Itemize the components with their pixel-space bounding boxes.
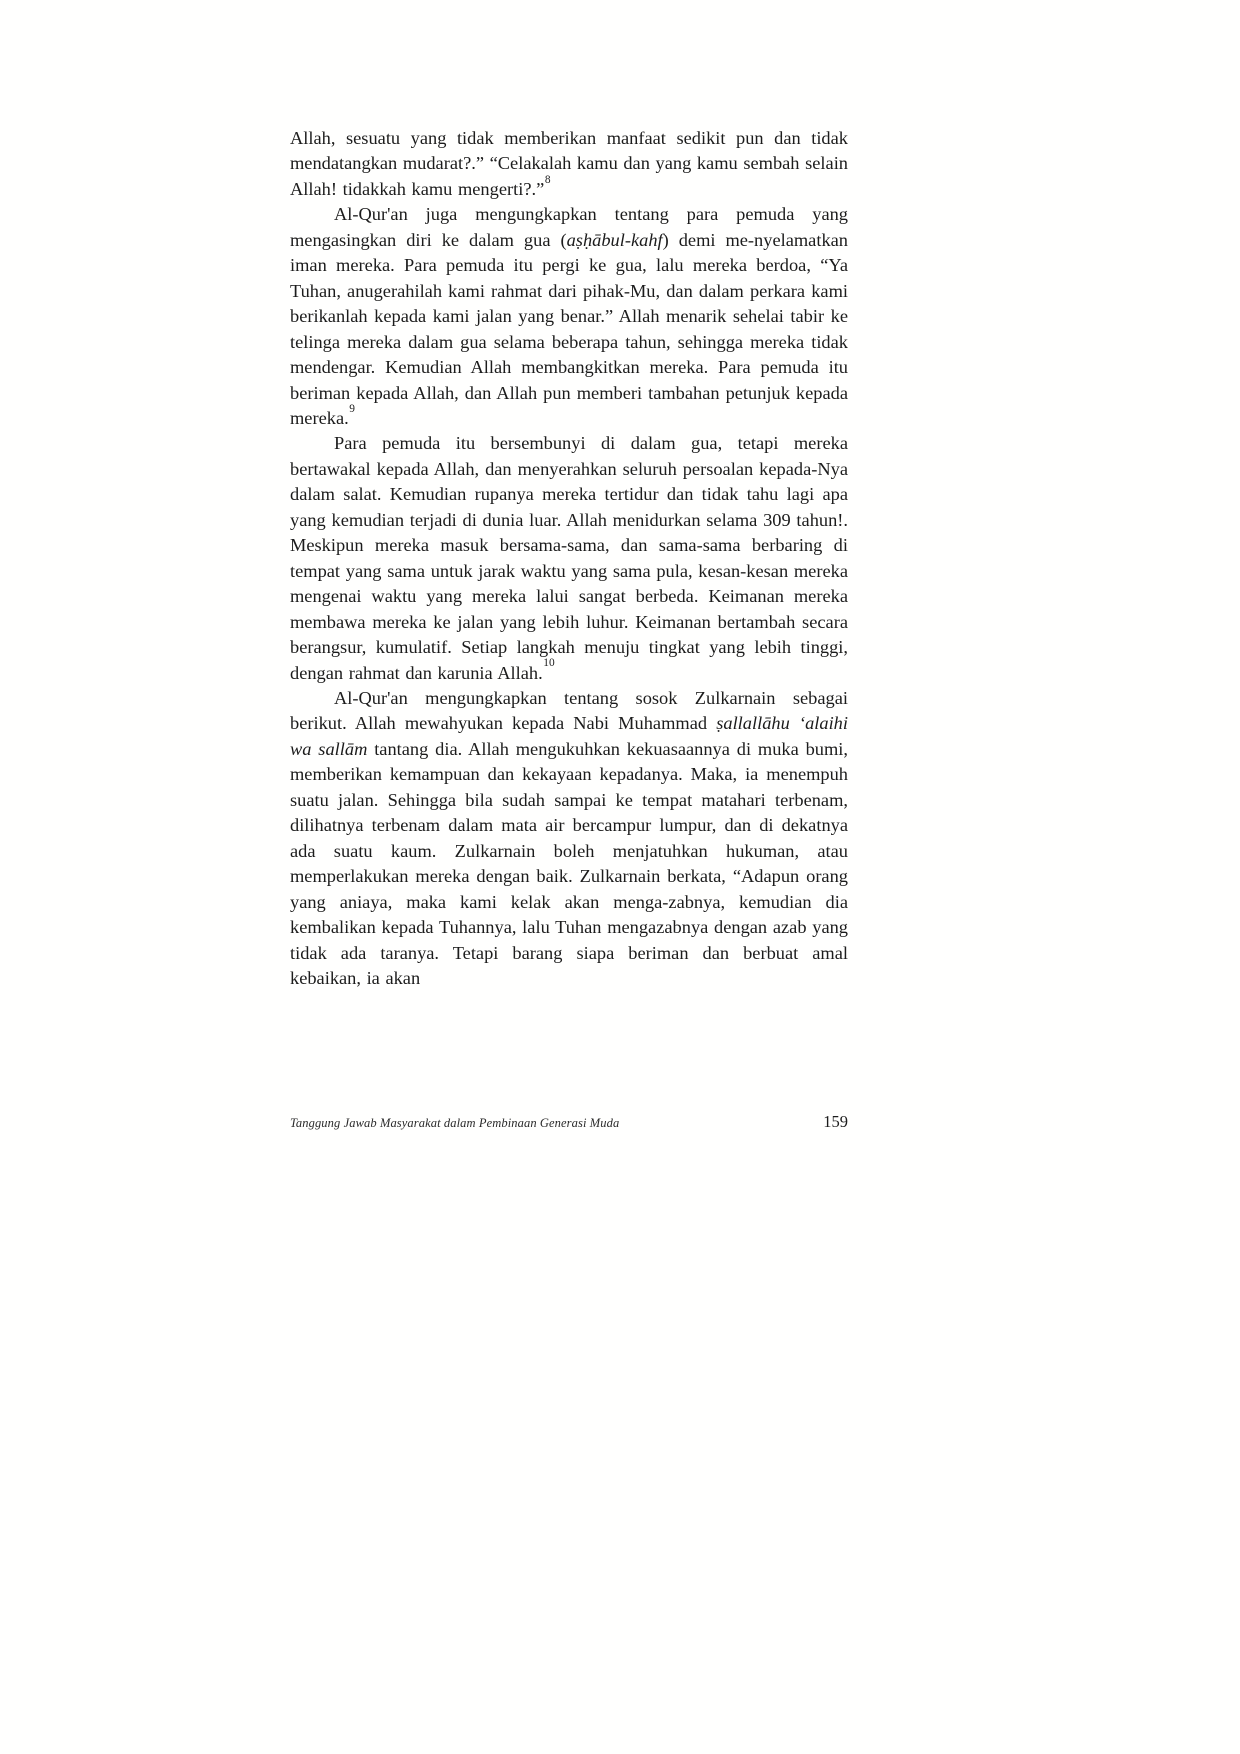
footnote-reference: 8 bbox=[544, 173, 551, 186]
text-run: Al-Qur'an mengungkapkan tentang sosok Zulkarnain sebagai berikut. Allah mewahyukan kepada Nabi Muhammad bbox=[290, 687, 848, 734]
page-body-text bbox=[290, 126, 848, 991]
footnote-reference: 9 bbox=[349, 402, 355, 415]
paragraph bbox=[290, 431, 848, 686]
text-run: Para pemuda itu bersembunyi di dalam gua, tetapi mereka bertawakal kepada Allah, dan menyerahkan seluruh persoalan kepada-Nya dalam salat. Kemudian rupanya mereka tertidur dan tidak tahu lagi apa yang kemudian terjadi di dunia luar. Allah menidurkan selama 309 tahun!. Meskipun mereka masuk bersama-sama, dan sama-sama berbaring di tempat yang sama untuk jarak waktu yang sama pula, kesan-kesan mereka mengenai waktu yang mereka lalui sangat berbeda. Keimanan mereka membawa mereka ke jalan yang lebih luhur. Keimanan bertambah secara berangsur, kumulatif. Setiap langkah menuju tingkat yang lebih tinggi, dengan rahmat dan karunia Allah. bbox=[290, 433, 848, 683]
text-run: ) demi me-nyelamatkan iman mereka. Para pemuda itu pergi ke gua, lalu mereka berdoa, “Ya Tuhan, anugerahilah kami rahmat dari pihak-Mu, dan dalam perkara kami berikanlah kepada kami jalan yang benar.” Allah menarik sehelai tabir ke telinga mereka dalam gua selama beberapa tahun, sehingga mereka tidak mendengar. Kemudian Allah membangkitkan mereka. Para pemuda itu beriman kepada Allah, dan Allah pun memberi tambahan petunjuk kepada mereka. bbox=[290, 229, 849, 428]
text-run: Al-Qur'an juga mengungkapkan tentang para pemuda yang mengasingkan diri ke dalam gua ( bbox=[290, 204, 848, 250]
paragraph bbox=[290, 202, 848, 431]
footer-running-title: Tanggung Jawab Masyarakat dalam Pembinaan Generasi Muda bbox=[290, 1116, 620, 1130]
text-run: tantang dia. Allah mengukuhkan kekuasaannya di muka bumi, memberikan kemampuan dan kekayaan kepadanya. Maka, ia menempuh suatu jalan. Sehingga bila sudah sampai ke tempat matahari terbenam, dilihatnya terbenam dalam mata air bercampur lumpur, dan di dekatnya ada suatu kaum. Zulkarnain boleh menjatuhkan hukuman, atau memperlakukan mereka dengan baik. Zulkarnain berkata, “Adapun orang yang aniaya, maka kami kelak akan menga-zabnya, kemudian dia kembalikan kepada Tuhannya, lalu Tuhan mengazabnya dengan azab yang tidak ada taranya. Tetapi barang siapa beriman dan berbuat amal kebaikan, ia akan bbox=[290, 738, 848, 988]
paragraph bbox=[290, 126, 848, 202]
text-run: Allah, sesuatu yang tidak memberikan manfaat sedikit pun dan tidak mendatangkan mudarat?.” “Celakalah kamu dan yang kamu sembah selain Allah! tidakkah kamu mengerti?.” bbox=[290, 128, 848, 199]
italic-phrase: aṣḥābul-kahf bbox=[566, 229, 663, 250]
footnote-reference: 10 bbox=[543, 657, 555, 670]
footer-page-number: 159 bbox=[823, 1112, 848, 1131]
page-footer bbox=[290, 1112, 848, 1132]
italic-phrase: ṣallallāhu ‘alaihi wa sallām bbox=[290, 713, 848, 759]
paragraph bbox=[290, 686, 848, 991]
